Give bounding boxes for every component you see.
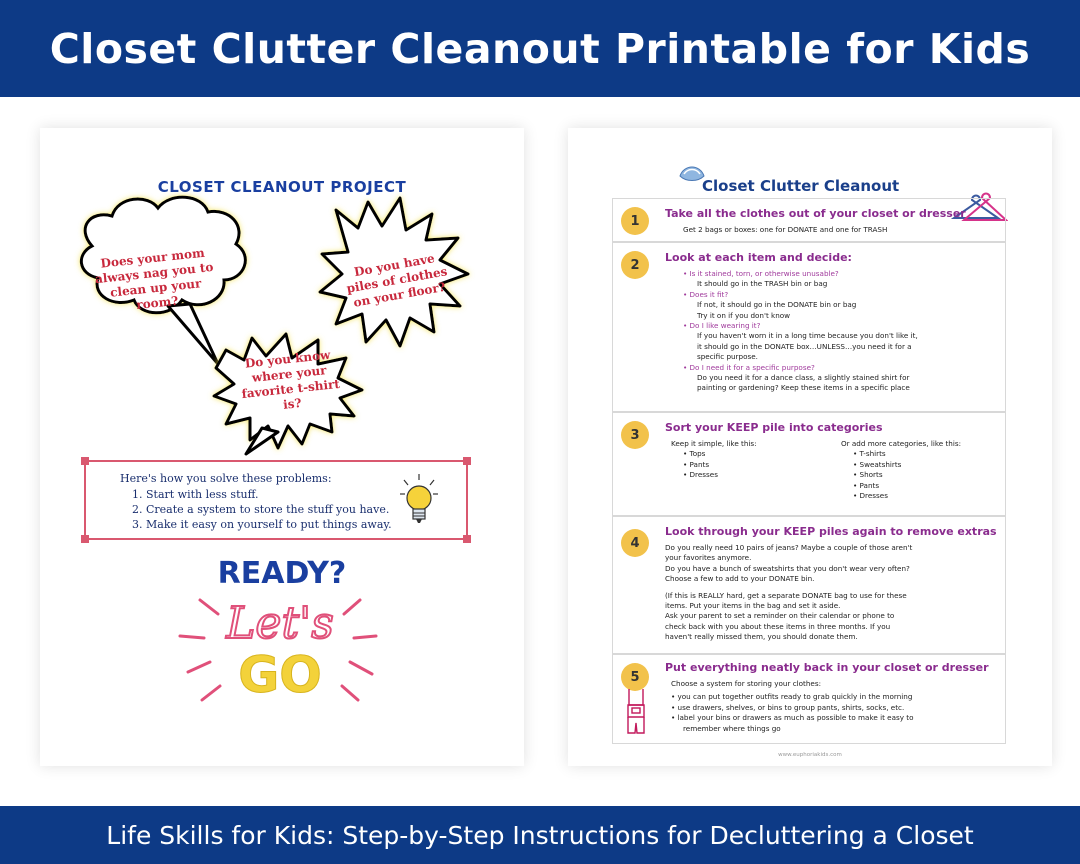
step-2 [612,242,1006,412]
question-line: • Do I need it for a specific purpose? [683,362,815,372]
step-line: • use drawers, shelves, or bins to group pants, shirts, socks, etc. [671,702,905,712]
question-line: • Does it fit? [683,289,729,299]
step-line: check back with you about these items in three months. If you [665,621,891,631]
step-number-badge: 5 [621,663,649,691]
step-line: Try it on if you don't know [697,310,791,320]
banner-subtitle: Life Skills for Kids: Step-by-Step Instructions for Decluttering a Closet [106,820,974,850]
category-item: • T-shirts [853,449,886,459]
step-line: • you can put together outfits ready to grab quickly in the morning [671,692,913,702]
corner-handle [81,535,89,543]
top-banner [0,0,1080,97]
bubble-text-piles: Do you have piles of clothes on your floor? [345,251,449,310]
step-line: Do you have a bunch of sweatshirts that you don't wear very often? [665,563,910,573]
right-printable-page [568,128,1052,766]
lightbulb-icon [398,472,440,530]
corner-handle [81,457,89,465]
banner-title: Closet Clutter Cleanout Printable for Kids [49,24,1031,73]
corner-handle [463,535,471,543]
question-line: • Do I like wearing it? [683,321,761,331]
step-line: haven't really missed them, you should donate them. [665,632,858,642]
bubble-text-mom-nag: Does your mom always nag you to clean up your room? [94,245,214,313]
step-line: it should go in the DONATE box…UNLESS…you need it for a [697,341,912,351]
step-line: specific purpose. [697,352,758,362]
step-line: Ask your parent to set a reminder on their calendar or phone to [665,611,895,621]
step-line: your favorites anymore. [665,553,752,563]
step-body [671,269,999,394]
category-item: • Dresses [683,470,718,480]
step-line: Do you need it for a dance class, a slightly stained shirt for [697,373,910,383]
step-1 [612,198,1006,242]
step-line: Choose a few to add to your DONATE bin. [665,574,815,584]
step-line: Do you really need 10 pairs of jeans? Maybe a couple of those aren't [665,543,913,552]
step-heading: Look at each item and decide: [665,251,852,264]
ready-heading: READY? [217,556,347,591]
column-intro: Keep it simple, like this: [671,439,757,448]
category-item: • Dresses [853,491,888,501]
go-block-text: GO [238,646,322,704]
solution-item: 3. Make it easy on yourself to put things away. [132,518,392,531]
step-4 [612,516,1006,654]
category-item: • Pants [683,459,710,469]
step-line: remember where things go [683,723,781,733]
step-number-badge: 2 [621,251,649,279]
more-categories [841,439,971,501]
overalls-icon [625,687,647,735]
step-number-badge: 3 [621,421,649,449]
solution-box [84,460,468,540]
cloud-bubble-tail [168,304,218,364]
step-5 [612,654,1006,744]
step-line: Choose a system for storing your clothes: [671,679,822,688]
step-line: If you haven't worn it in a long time because you don't like it, [697,331,918,341]
category-item: • Pants [853,480,880,490]
category-item: • Tops [683,449,706,459]
step-line: • label your bins or drawers as much as possible to make it easy to [671,713,914,723]
step-line: Get 2 bags or boxes: one for DONATE and one for TRASH [683,225,888,234]
solution-item: 1. Start with less stuff. [132,488,259,501]
step-body [671,225,999,235]
solution-intro: Here's how you solve these problems: [120,472,332,485]
lets-go-illustration [140,580,420,710]
step-heading: Take all the clothes out of your closet or dresser [665,207,966,220]
step-number-badge: 1 [621,207,649,235]
checklist-title: Closet Clutter Cleanout [702,177,900,195]
question-line: • Is it stained, torn, or otherwise unusable? [683,269,839,278]
solution-item: 2. Create a system to store the stuff you have. [132,503,390,516]
category-item: • Shorts [853,470,883,480]
step-heading: Sort your KEEP pile into categories [665,421,883,434]
project-title: CLOSET CLEANOUT PROJECT [157,178,407,196]
step-line: It should go in the TRASH bin or bag [697,279,828,289]
step-heading: Look through your KEEP piles again to remove extras [665,525,997,538]
corner-handle [463,457,471,465]
step-line: painting or gardening? Keep these items in a specific place [697,383,910,393]
footer-url: www.euphoriakids.com [778,752,842,758]
step-number-badge: 4 [621,529,649,557]
step-line: items. Put your items in the bag and set it aside. [665,601,841,611]
step-heading: Put everything neatly back in your closet or dresser [665,661,989,674]
column-intro: Or add more categories, like this: [841,439,962,448]
step-body [665,543,999,643]
category-item: • Sweatshirts [853,459,902,469]
step-line: If not, it should go in the DONATE bin or bag [697,300,857,310]
solution-list [132,487,392,532]
bottom-banner [0,806,1080,864]
left-printable-page [40,128,524,766]
step-line: (If this is REALLY hard, get a separate DONATE bag to use for these [665,590,907,600]
step-body [671,679,999,734]
simple-categories [671,439,801,501]
step-3 [612,412,1006,516]
lets-script-text: Let's [226,598,334,649]
bubble-text-tshirt: Do you know where your favorite t-shirt is? [240,347,341,412]
step-body [671,439,999,501]
